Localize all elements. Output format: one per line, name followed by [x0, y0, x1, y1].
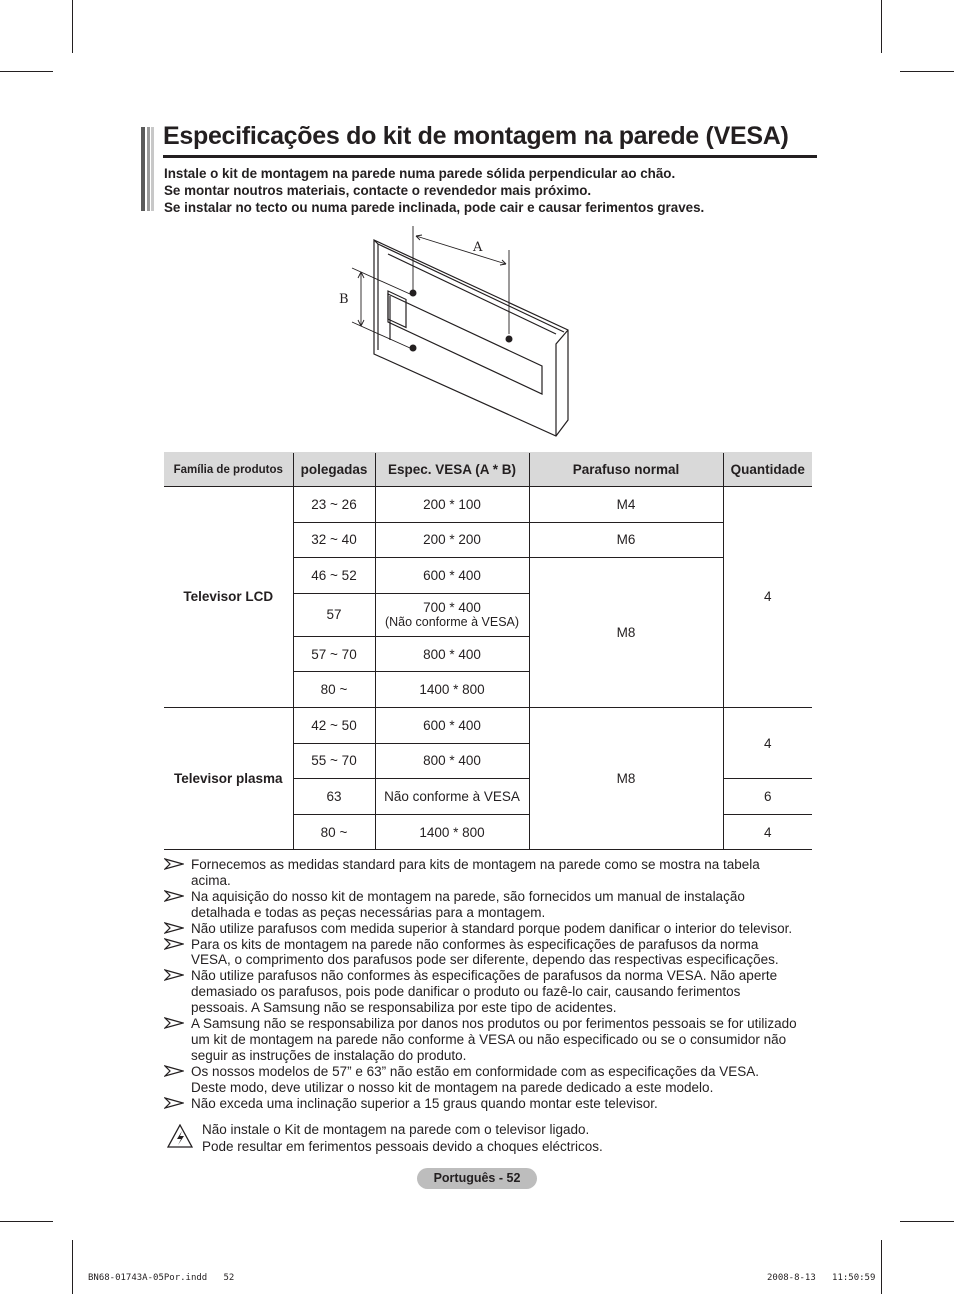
intro-line: Se montar noutros materiais, contacte o revendedor mais próximo. — [164, 182, 592, 198]
note-item — [164, 921, 822, 937]
arrow-bullet-icon — [164, 1097, 184, 1109]
intro-line: Instale o kit de montagem na parede numa parede sólida perpendicular ao chão. — [164, 166, 676, 181]
screw-cell: M4 — [529, 487, 723, 523]
crop-mark — [900, 1221, 954, 1222]
warning-box — [164, 1121, 603, 1155]
size-cell: 42 ~ 50 — [293, 707, 375, 743]
size-cell: 63 — [293, 779, 375, 815]
note-item — [164, 1096, 822, 1112]
size-cell: 57 — [293, 593, 375, 636]
vesa-cell: 600 * 400 — [375, 707, 529, 743]
intro-line: Se instalar no tecto ou numa parede inclinada, pode cair e causar ferimentos graves. — [164, 199, 705, 215]
header-inches: polegadas — [293, 453, 375, 487]
vesa-spec-table — [164, 452, 812, 850]
tv-back-diagram — [330, 222, 580, 447]
note-line: Não utilize parafusos com medida superior à standard porque podem danificar o interior do televisor. — [191, 920, 793, 936]
note-item — [164, 857, 822, 889]
footer-filename: BN68-01743A-05Por.indd 52 — [88, 1273, 235, 1283]
vesa-value: 700 * 400 — [423, 600, 481, 616]
size-cell: 46 ~ 52 — [293, 558, 375, 594]
arrow-bullet-icon — [164, 938, 184, 950]
arrow-bullet-icon — [164, 922, 184, 934]
vesa-note: (Não conforme à VESA) — [384, 615, 520, 630]
quantity-cell: 6 — [723, 779, 812, 815]
arrow-bullet-icon — [164, 1017, 184, 1029]
crop-mark — [0, 71, 53, 72]
vesa-cell: 1400 * 800 — [375, 814, 529, 850]
note-line: Os nossos modelos de 57” e 63” não estão em conformidade com as especificações da VESA. — [191, 1063, 760, 1079]
screw-cell: M8 — [529, 558, 723, 708]
vesa-cell: 800 * 400 — [375, 743, 529, 779]
header-family: Família de produtos — [164, 453, 293, 487]
dimension-a-label: A — [473, 240, 483, 255]
note-line: Não utilize parafusos não conformes às especificações de parafusos da norma VESA. Não aperte — [191, 968, 778, 984]
note-item — [164, 1064, 822, 1096]
dimension-b-label: B — [339, 292, 349, 307]
family-cell: Televisor plasma — [164, 707, 293, 849]
arrow-bullet-icon — [164, 890, 184, 902]
note-line: Não exceda uma inclinação superior a 15 graus quando montar este televisor. — [191, 1095, 658, 1111]
note-line: Para os kits de montagem na parede não conformes às especificações de parafusos da norma — [191, 936, 759, 952]
note-item — [164, 937, 822, 969]
note-item — [164, 1016, 822, 1064]
note-line: acima. — [191, 872, 231, 888]
note-line: detalhada e todas as peças necessárias para a montagem. — [191, 904, 546, 920]
note-line: Deste modo, deve utilizar o nosso kit de montagem na parede dedicado a este modelo. — [191, 1079, 714, 1095]
note-line: demasiado os parafusos, pois pode danificar o produto ou fazê-lo cair, causando ferimentos — [191, 984, 741, 1000]
size-cell: 23 ~ 26 — [293, 487, 375, 523]
arrow-bullet-icon — [164, 1065, 184, 1077]
size-cell: 80 ~ — [293, 814, 375, 850]
table-header-row — [164, 453, 812, 487]
vesa-cell: 1400 * 800 — [375, 672, 529, 708]
warning-line: Não instale o Kit de montagem na parede com o televisor ligado. — [202, 1122, 590, 1137]
title-underline — [163, 155, 817, 158]
intro-text — [164, 166, 704, 216]
crop-mark — [0, 1221, 53, 1222]
size-cell: 57 ~ 70 — [293, 636, 375, 672]
arrow-bullet-icon — [164, 858, 184, 870]
title-accent-bar — [141, 127, 154, 211]
quantity-cell: 4 — [723, 707, 812, 778]
size-cell: 55 ~ 70 — [293, 743, 375, 779]
arrow-bullet-icon — [164, 969, 184, 981]
size-cell: 80 ~ — [293, 672, 375, 708]
footer-timestamp: 2008-8-13 11:50:59 — [767, 1273, 876, 1283]
note-item — [164, 968, 822, 1016]
warning-icon — [167, 1124, 193, 1148]
vesa-cell: Não conforme à VESA — [375, 779, 529, 815]
page-title: Especificações do kit de montagem na parede (VESA) — [163, 122, 789, 150]
crop-mark — [72, 1240, 73, 1294]
header-quantity: Quantidade — [723, 453, 812, 487]
note-line: Fornecemos as medidas standard para kits de montagem na parede como se mostra na tabela — [191, 857, 760, 872]
table-row — [164, 487, 812, 523]
screw-cell: M8 — [529, 707, 723, 849]
vesa-cell: 600 * 400 — [375, 558, 529, 594]
crop-mark — [881, 1240, 882, 1294]
quantity-cell: 4 — [723, 814, 812, 850]
note-line: pessoais. A Samsung não se responsabiliza por este tipo de acidentes. — [191, 1000, 617, 1016]
note-line: seguir as instruções de instalação do produto. — [191, 1047, 467, 1063]
note-line: A Samsung não se responsabiliza por danos nos produtos ou por ferimentos pessoais se for utilizado — [191, 1016, 797, 1032]
size-cell: 32 ~ 40 — [293, 522, 375, 558]
header-screw: Parafuso normal — [529, 453, 723, 487]
note-line: um kit de montagem na parede não conforme à VESA ou não especificado ou se o consumidor não — [191, 1031, 787, 1047]
note-item — [164, 889, 822, 921]
note-line: Na aquisição do nosso kit de montagem na parede, são fornecidos um manual de instalação — [191, 888, 745, 904]
vesa-cell: 200 * 100 — [375, 487, 529, 523]
vesa-cell — [375, 593, 529, 636]
crop-mark — [900, 71, 954, 72]
crop-mark — [881, 0, 882, 53]
screw-cell: M6 — [529, 522, 723, 558]
vesa-cell: 800 * 400 — [375, 636, 529, 672]
page-number-badge: Português - 52 — [417, 1168, 537, 1189]
warning-line: Pode resultar em ferimentos pessoais devido a choques eléctricos. — [202, 1139, 603, 1154]
family-cell: Televisor LCD — [164, 487, 293, 708]
notes-list — [164, 857, 822, 1112]
header-vesa: Espec. VESA (A * B) — [375, 453, 529, 487]
note-line: VESA, o comprimento dos parafusos pode ser diferente, dependo das respectivas especificações. — [191, 952, 779, 968]
vesa-cell: 200 * 200 — [375, 522, 529, 558]
crop-mark — [72, 0, 73, 53]
quantity-cell: 4 — [723, 487, 812, 708]
table-row — [164, 707, 812, 743]
